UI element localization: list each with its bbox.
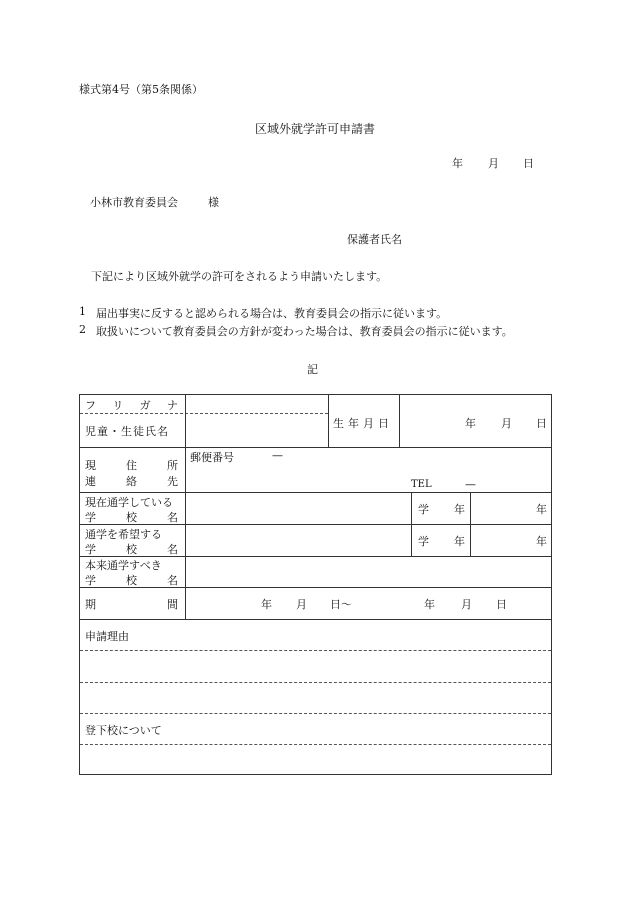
date-year-label: 年: [452, 157, 463, 170]
birth-year-label: 年: [465, 417, 476, 430]
condition-2: 取扱いについて教育委員会の方針が変わった場合は、教育委員会の指示に従います。: [96, 325, 513, 338]
current-school-name-label: 学 校 名: [85, 511, 178, 524]
row-line: [80, 619, 551, 620]
period-to-year: 年: [424, 598, 435, 611]
col-line: [399, 395, 400, 447]
condition-2-number: 2: [79, 323, 86, 336]
contact-label: 連 絡 先: [85, 475, 178, 488]
application-form: [79, 394, 552, 775]
address-label: 現 住 所: [85, 459, 178, 472]
current-grade-label: 学 年: [418, 503, 465, 516]
period-from-year: 年: [261, 598, 272, 611]
commute-line: [80, 744, 551, 745]
intro-text: 下記により区域外就学の許可をされるよう申請いたします。: [91, 270, 388, 283]
student-name-input[interactable]: [185, 414, 328, 447]
col-line: [411, 492, 412, 556]
desired-grade-label: 学 年: [418, 535, 465, 548]
tel-dash: —: [465, 478, 476, 491]
reason-line: [80, 650, 551, 651]
period-from-day: 日～: [330, 598, 352, 611]
tel-label: TEL: [411, 479, 432, 490]
guardian-name-label: 保護者氏名: [347, 233, 402, 246]
ki-heading: 記: [307, 363, 318, 376]
reason-line: [80, 682, 551, 683]
birth-month-label: 月: [501, 417, 512, 430]
period-from-month: 月: [296, 598, 307, 611]
period-to-month: 月: [461, 598, 472, 611]
col-line: [470, 492, 471, 556]
postal-code-label: 郵便番号: [190, 451, 234, 464]
condition-1-number: 1: [79, 305, 86, 318]
student-name-label: 児童・生徒氏名: [85, 425, 169, 438]
birthdate-label: 生 年 月 日: [333, 417, 389, 430]
condition-1: 届出事実に反すると認められる場合は、教育委員会の指示に従います。: [96, 307, 448, 320]
furigana-input[interactable]: [185, 395, 328, 413]
period-label: 期 間: [85, 598, 178, 611]
commute-label: 登下校について: [85, 724, 162, 737]
form-number: 様式第4号（第5条関係）: [79, 83, 203, 96]
period-to-day: 日: [496, 598, 507, 611]
reason-line: [80, 713, 551, 714]
addressee-suffix: 様: [208, 196, 219, 209]
birth-day-label: 日: [536, 417, 547, 430]
col-line: [328, 395, 329, 447]
current-grade-unit: 年: [536, 503, 547, 516]
row-line: [80, 492, 551, 493]
date-month-label: 月: [488, 157, 499, 170]
date-day-label: 日: [523, 157, 534, 170]
current-school-label: 現在通学している: [85, 496, 173, 509]
postal-dash: —: [272, 449, 283, 462]
desired-school-name-label: 学 校 名: [85, 543, 178, 556]
row-line: [80, 447, 551, 448]
addressee: 小林市教育委員会: [90, 196, 178, 209]
furigana-label: フ リ ガ ナ: [85, 399, 178, 412]
desired-school-label: 通学を希望する: [85, 528, 162, 541]
reason-label: 申請理由: [85, 630, 129, 643]
desired-grade-unit: 年: [536, 535, 547, 548]
original-school-label: 本来通学すべき: [85, 559, 162, 572]
original-school-name-label: 学 校 名: [85, 574, 178, 587]
document-title: 区域外就学許可申請書: [255, 122, 376, 136]
